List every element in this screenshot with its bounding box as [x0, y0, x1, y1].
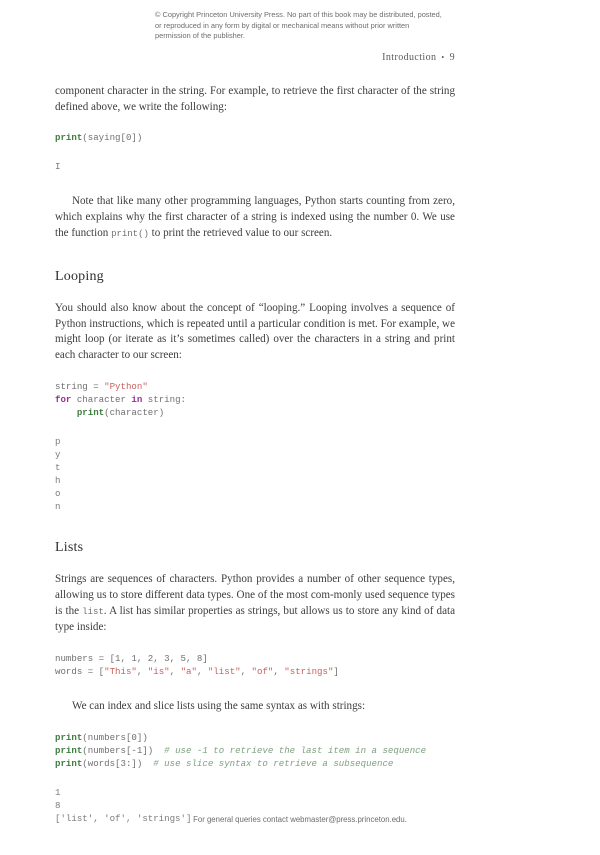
inline-code-list: list: [82, 606, 104, 617]
code-token-comment: # use slice syntax to retrieve a subsequence: [153, 757, 394, 769]
code-block-lists: [55, 652, 455, 678]
code-token-string: "This": [104, 665, 137, 677]
code-token-plain: numbers = [: [55, 652, 116, 664]
code-token-plain: character: [71, 393, 132, 405]
output-line: p: [55, 435, 61, 447]
code-token-plain: ,: [136, 665, 148, 677]
paragraph-note-zero-index: [55, 194, 455, 242]
text-column: [55, 84, 455, 825]
code-token-string: "is": [147, 665, 170, 677]
output-line: h: [55, 475, 61, 487]
spacer: [55, 770, 455, 786]
inline-code-print: print(): [111, 228, 149, 239]
code-token-plain: (character): [104, 406, 165, 418]
paragraph-looping: You should also know about the concept of “looping.” Looping involves a sequence of Python instructions, which is repeated until a particular condition is met. For example, we might loop (or iterate as it’s sometimes called) over the characters in a string and print each character to our screen:: [55, 302, 455, 361]
code-block-index: [55, 731, 455, 770]
spacer: [55, 173, 455, 194]
spacer: [55, 678, 455, 699]
page-number: 9: [449, 52, 455, 63]
code-token-numbers: 1, 1, 2, 3, 5, 8: [115, 652, 203, 664]
code-token-function: print: [55, 757, 83, 769]
code-token-plain: string =: [55, 380, 105, 392]
running-head-title: Introduction: [382, 52, 437, 63]
code-token-plain: ]: [333, 665, 339, 677]
paragraph-lists: [55, 572, 455, 635]
code-token-plain: ,: [240, 665, 252, 677]
code-token-plain: string:: [142, 393, 186, 405]
paragraph-component-character: [55, 84, 455, 115]
code-token-plain: (saying[0]): [82, 132, 143, 144]
spacer: [55, 144, 455, 160]
paragraph-text-part2: to print the retrieved value to our screen.: [148, 226, 333, 239]
section-heading-looping: Looping: [55, 269, 104, 285]
code-token-plain: ,: [169, 665, 181, 677]
output-line: o: [55, 488, 61, 500]
spacer: [55, 285, 455, 301]
paragraph-text: component character in the string. For example, to retrieve the first character of the string defined above, we write the following:: [55, 85, 455, 113]
output-line: y: [55, 448, 61, 460]
code-token-plain: (words[3:]): [82, 757, 154, 769]
output-line: t: [55, 462, 61, 473]
copyright-notice: © Copyright Princeton University Press. No part of this book may be distributed, posted, or reproduced in any form by digital or mechanical means without prior written permission of the publisher.: [155, 10, 442, 41]
running-head: [55, 52, 455, 63]
code-token-plain: words = [: [55, 665, 105, 677]
paragraph-text-part2: . A list has similar properties as strings, but allows us to store any kind of data type inside:: [55, 604, 455, 634]
code-block-loop: [55, 380, 455, 419]
code-token-keyword-for: for: [55, 393, 72, 405]
paragraph-index-slice: We can index and slice lists using the same syntax as with strings:: [72, 699, 366, 712]
code-token-string: "of": [251, 665, 274, 677]
code-token-plain: ,: [273, 665, 285, 677]
code-token-function: print: [55, 731, 83, 743]
code-token-plain: (numbers[0]): [82, 731, 148, 743]
code-token-string: "a": [180, 665, 197, 677]
code-token-string: "list": [207, 665, 241, 677]
code-token-plain: (numbers[-1]): [82, 744, 165, 756]
code-token-keyword-in: in: [131, 393, 143, 405]
output-block-loop: [55, 435, 455, 514]
output-block-print-saying: I: [55, 161, 61, 173]
code-token-plain: ]: [202, 652, 208, 664]
code-token-function: print: [55, 744, 83, 756]
code-token-function: print: [55, 132, 83, 144]
footer-notice: For general queries contact webmaster@press.princeton.edu.: [193, 815, 407, 824]
spacer: [55, 715, 455, 731]
spacer: [55, 115, 455, 131]
paragraph-text-part1: Strings are sequences of characters. Python provides a number of other sequence types, allowing us to store different data types. One of the most com-monly used sequence types is the: [55, 573, 455, 617]
code-token-comment: # use -1 to retrieve the last item in a sequence: [164, 744, 427, 756]
spacer: [55, 513, 455, 540]
output-line: 1: [55, 786, 61, 798]
code-token-plain: ,: [196, 665, 208, 677]
output-line: n: [55, 501, 61, 513]
code-token-string: "Python": [104, 380, 148, 392]
paragraph-text-part1: Note that like many other programming languages, Python starts counting from zero, which explains why the first character of a string is indexed using the number 0. We use the function: [55, 195, 455, 239]
code-token-function: print: [76, 406, 105, 418]
code-block-print-saying: [55, 131, 455, 144]
section-heading-lists: Lists: [55, 540, 84, 556]
spacer: [55, 419, 455, 435]
running-head-separator: •: [441, 53, 445, 63]
code-token-string: "strings": [284, 665, 334, 677]
output-line: 8: [55, 799, 61, 811]
spacer: [55, 364, 455, 380]
code-indent: [55, 407, 77, 418]
spacer: [55, 636, 455, 652]
spacer: [55, 242, 455, 269]
output-line: ['list', 'of', 'strings']: [55, 813, 192, 824]
spacer: [55, 556, 455, 572]
